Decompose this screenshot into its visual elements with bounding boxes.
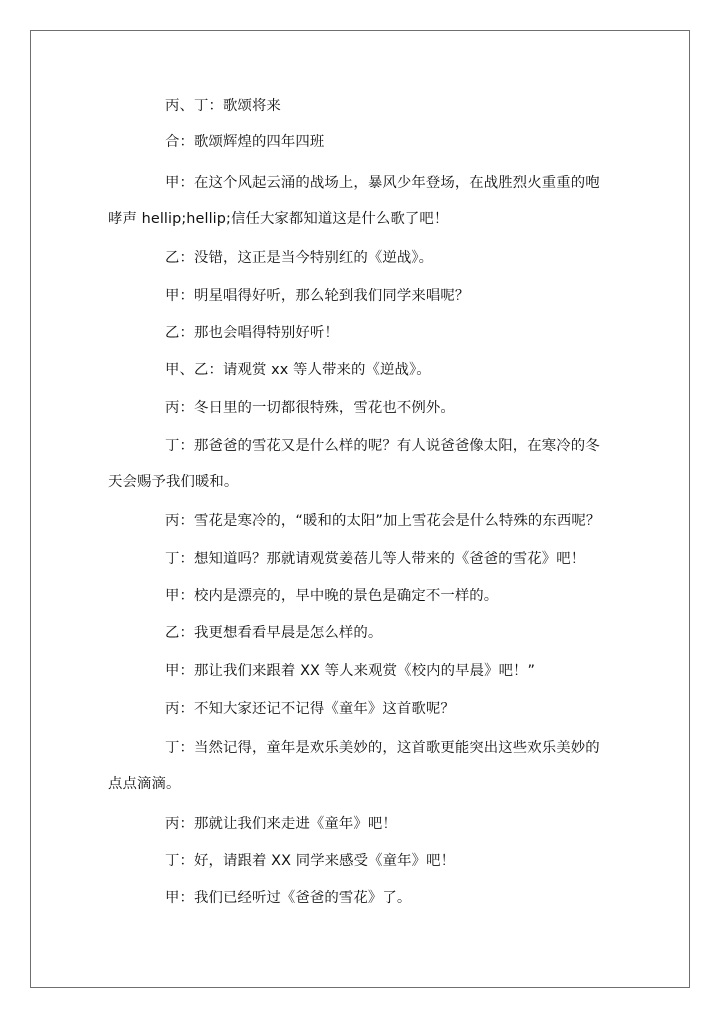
dialogue-line: 丁：那爸爸的雪花又是什么样的呢？有人说爸爸像太阳，在寒冷的冬天会赐予我们暖和。 — [108, 438, 600, 490]
dialogue-line: 丁：好，请跟着 XX 同学来感受《童年》吧！ — [165, 853, 456, 869]
dialogue-line: 甲：那让我们来跟着 XX 等人来观赏《校内的早晨》吧！” — [165, 663, 536, 679]
dialogue-line: 合：歌颂辉煌的四年四班 — [165, 134, 325, 150]
dialogue-line: 乙：我更想看看早晨是怎么样的。 — [165, 625, 383, 641]
dialogue-line: 甲：在这个风起云涌的战场上，暴风少年登场，在战胜烈火重重的咆哮声 hellip;hellip;信任大家都知道这是什么歌了吧！ — [108, 175, 600, 227]
dialogue-line: 甲：明星唱得好听，那么轮到我们同学来唱呢？ — [165, 288, 470, 304]
dialogue-line: 甲：我们已经听过《爸爸的雪花》了。 — [165, 890, 412, 906]
dialogue-line: 乙：没错，这正是当今特别红的《逆战》。 — [165, 250, 434, 266]
dialogue-line: 丙、丁：歌颂将来 — [165, 98, 281, 114]
dialogue-line: 丁：当然记得，童年是欢乐美妙的，这首歌更能突出这些欢乐美妙的点点滴滴。 — [108, 740, 600, 792]
dialogue-line: 丙：那就让我们来走进《童年》吧！ — [165, 816, 397, 832]
dialogue-line: 丙：雪花是寒冷的，“暖和的太阳”加上雪花会是什么特殊的东西呢？ — [165, 513, 601, 529]
dialogue-line: 乙：那也会唱得特别好听！ — [165, 325, 339, 341]
dialogue-line: 丙：冬日里的一切都很特殊，雪花也不例外。 — [165, 400, 455, 416]
dialogue-line: 甲、乙：请观赏 xx 等人带来的《逆战》。 — [165, 362, 431, 378]
dialogue-line: 甲：校内是漂亮的，早中晚的景色是确定不一样的。 — [165, 588, 499, 604]
dialogue-line: 丙：不知大家还记不记得《童年》这首歌呢？ — [165, 701, 455, 717]
dialogue-line: 丁：想知道吗？那就请观赏姜蓓儿等人带来的《爸爸的雪花》吧！ — [165, 551, 586, 567]
